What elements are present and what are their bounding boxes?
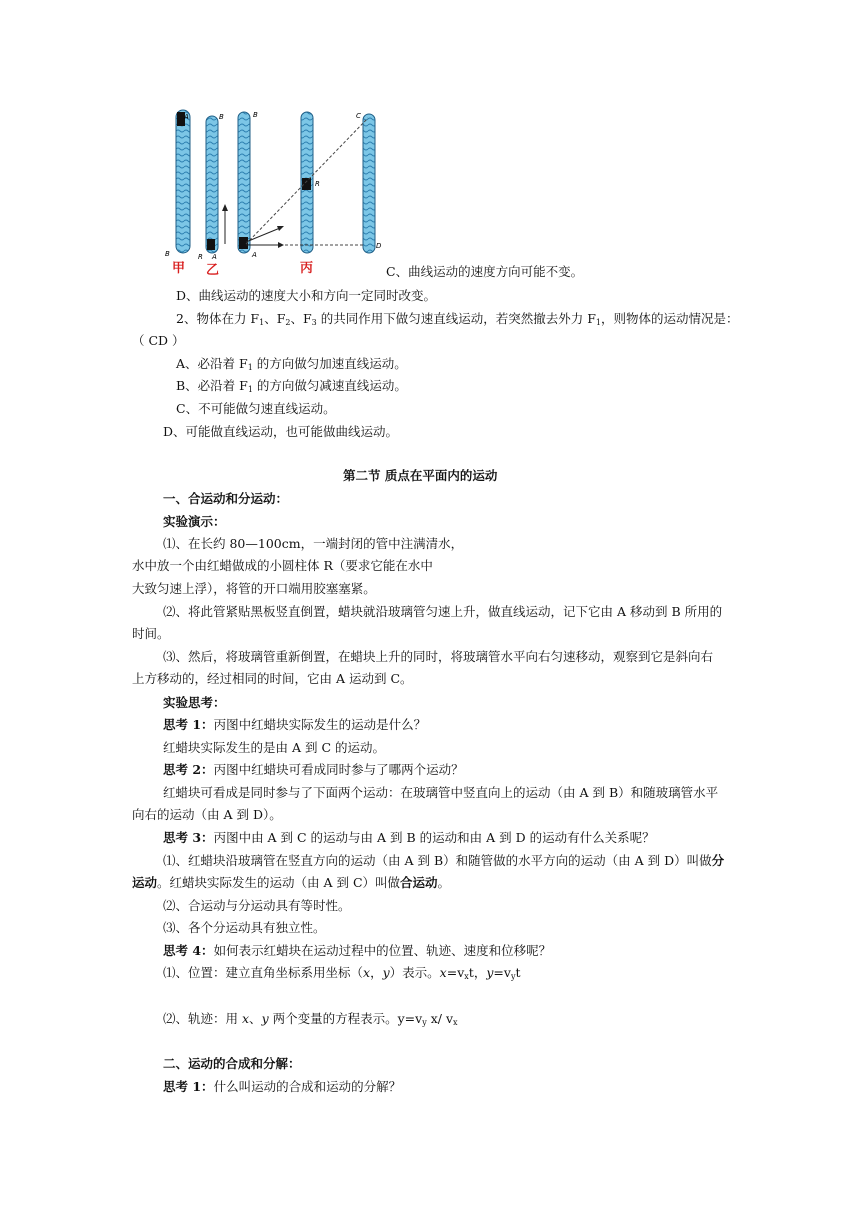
thinking-3-point-3: ⑶、各个分运动具有独立性。 [163,920,326,935]
heading-1: 一、合运动和分运动： [163,491,289,506]
experiment-step-2: ⑵、将此管紧贴黑板竖直倒置，蜡块就沿玻璃管匀速上升，做直线运动，记下它由 A 移动到 B 所用的 [163,604,723,619]
tube-three [238,112,250,253]
svg-text:乙: 乙 [206,263,220,278]
svg-text:R: R [315,180,320,188]
svg-text:B: B [165,250,170,258]
thinking-heading: 实验思考： [163,695,226,710]
option-c: C、不可能做匀速直线运动。 [176,401,336,416]
svg-text:A: A [252,251,257,259]
svg-text:甲: 甲 [172,261,186,276]
thinking-4-position: ⑴、位置：建立直角坐标系用坐标（x，y）表示。$x=v_xt$，$y=v_yt$ [163,965,521,981]
arrow-ab [246,228,280,242]
experiment-step-2-cont: 时间。 [132,626,170,641]
option-d: D、可能做直线运动，也可能做曲线运动。 [163,424,399,439]
experiment-step-1-cont2: 大致匀速上浮），将管的开口端用胶塞塞紧。 [132,581,376,596]
experiment-step-3-cont: 上方移动的，经过相同的时间，它由 A 运动到 C。 [132,671,413,686]
tubes-figure [160,104,382,280]
svg-text:B: B [253,111,258,119]
tube-bing-middle [301,112,313,253]
thinking-2-answer: 红蜡块可看成是同时参与了下面两个运动：在玻璃管中竖直向上的运动（由 A 到 B）和随玻璃管水平 [163,785,719,800]
question-2-answer: （ CD ） [132,333,185,348]
thinking-2-answer-cont: 向右的运动（由 A 到 D）。 [132,807,282,822]
svg-text:C: C [356,112,361,120]
section-title: 第二节 质点在平面内的运动 [343,468,498,483]
option-c-curve: C、曲线运动的速度方向可能不变。 [386,264,584,279]
svg-text:B: B [219,113,224,121]
tube-yi [206,116,228,253]
thinking-4-trajectory: ⑵、轨迹：用 x、y 两个变量的方程表示。$y=v_y$ x/ $v_x$ [163,1011,458,1027]
tube-bing-right [363,114,375,253]
svg-text:D: D [376,242,382,250]
experiment-heading: 实验演示： [163,514,226,529]
thinking-1-answer: 红蜡块实际发生的是由 A 到 C 的运动。 [163,740,385,755]
thinking-5: 思考 1：什么叫运动的合成和运动的分解？ [163,1079,402,1094]
thinking-3-point-1: ⑴、红蜡块沿玻璃管在竖直方向的运动（由 A 到 B）和随管做的水平方向的运动（由 A 到 D）叫做分 [163,853,725,868]
thinking-1: 思考 1：丙图中红蜡块实际发生的运动是什么？ [163,717,427,732]
thinking-3-point-1-cont: 运动。红蜡块实际发生的运动（由 A 到 C）叫做合运动。 [132,875,451,890]
thinking-3: 思考 3：丙图中由 A 到 C 的运动与由 A 到 B 的运动和由 A 到 D 的运动有什么关系呢？ [163,830,655,845]
thinking-3-point-2: ⑵、合运动与分运动具有等时性。 [163,898,351,913]
svg-text:丙: 丙 [300,261,314,276]
thinking-4: 思考 4：如何表示红蜡块在运动过程中的位置、轨迹、速度和位移呢？ [163,943,552,958]
tube-jia [176,110,190,253]
svg-text:R: R [198,253,203,261]
experiment-step-1: ⑴、在长约 80—100cm，一端封闭的管中注满清水， [163,536,464,551]
experiment-step-3: ⑶、然后，将玻璃管重新倒置，在蜡块上升的同时，将玻璃管水平向右匀速移动，观察到它是斜向右 [163,649,714,664]
svg-text:A: A [184,113,189,121]
option-b: B、必沿着 $F_1$ 的方向做匀减速直线运动。 [176,378,407,394]
option-d-curve: D、曲线运动的速度大小和方向一定同时改变。 [176,288,437,303]
thinking-2: 思考 2：丙图中红蜡块可看成同时参与了哪两个运动？ [163,762,464,777]
heading-2: 二、运动的合成和分解： [163,1056,301,1071]
experiment-step-1-cont: 水中放一个由红蜡做成的小圆柱体 R（要求它能在水中 [132,558,433,573]
question-2: 2、物体在力 $F_1$、$F_2$、$F_3$ 的共同作用下做匀速直线运动，若突然撤去外力 $F_1$，则物体的运动情况是： [176,311,739,327]
option-a: A、必沿着 $F_1$ 的方向做匀加速直线运动。 [176,356,407,372]
svg-text:A: A [212,253,217,261]
